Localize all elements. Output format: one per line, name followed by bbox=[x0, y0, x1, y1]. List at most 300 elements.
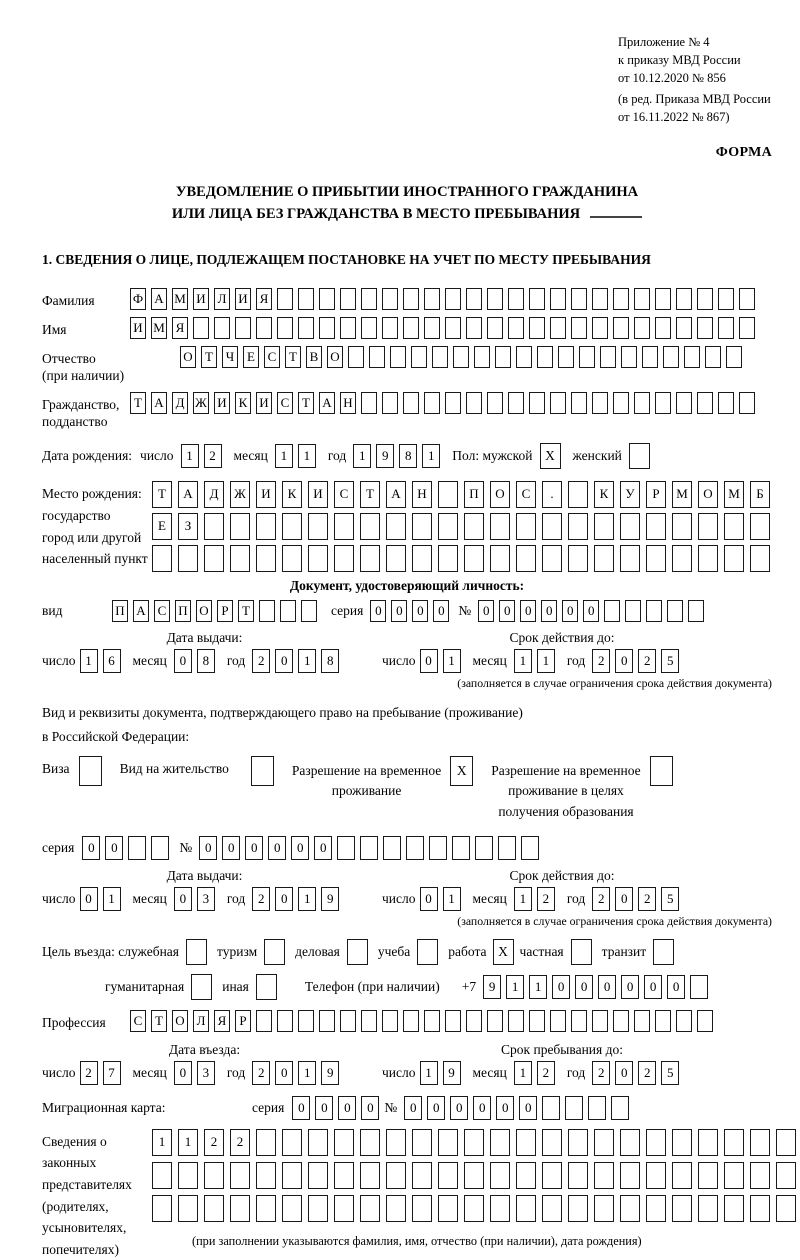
char-box[interactable] bbox=[672, 513, 692, 540]
char-box[interactable]: 2 bbox=[252, 887, 270, 911]
char-box[interactable]: Т bbox=[152, 481, 172, 508]
char-box[interactable]: М bbox=[672, 481, 692, 508]
char-box[interactable]: Л bbox=[193, 1010, 209, 1032]
char-box[interactable]: 2 bbox=[204, 1129, 224, 1156]
char-box[interactable]: С bbox=[277, 392, 293, 414]
char-box[interactable] bbox=[204, 1195, 224, 1222]
char-box[interactable]: 0 bbox=[292, 1096, 310, 1120]
char-box[interactable] bbox=[726, 346, 742, 368]
char-box[interactable]: 0 bbox=[314, 836, 332, 860]
char-box[interactable]: П bbox=[175, 600, 191, 622]
char-box[interactable]: 0 bbox=[575, 975, 593, 999]
checkbox-other[interactable] bbox=[256, 974, 277, 1000]
char-box[interactable] bbox=[646, 600, 662, 622]
char-box[interactable] bbox=[697, 1010, 713, 1032]
char-box[interactable]: 1 bbox=[103, 887, 121, 911]
char-box[interactable]: 2 bbox=[592, 649, 610, 673]
char-box[interactable]: Л bbox=[214, 288, 230, 310]
char-box[interactable] bbox=[705, 346, 721, 368]
char-box[interactable] bbox=[516, 346, 532, 368]
char-box[interactable] bbox=[516, 1195, 536, 1222]
char-box[interactable]: 0 bbox=[621, 975, 639, 999]
char-box[interactable] bbox=[698, 1195, 718, 1222]
char-box[interactable] bbox=[620, 1195, 640, 1222]
checkbox-temp-residence[interactable]: X bbox=[450, 756, 473, 786]
char-box[interactable]: Т bbox=[130, 392, 146, 414]
char-box[interactable] bbox=[360, 545, 380, 572]
char-box[interactable] bbox=[568, 1162, 588, 1189]
char-box[interactable]: Ф bbox=[130, 288, 146, 310]
char-box[interactable] bbox=[412, 1195, 432, 1222]
char-box[interactable] bbox=[280, 600, 296, 622]
char-box[interactable] bbox=[698, 545, 718, 572]
char-box[interactable] bbox=[256, 513, 276, 540]
char-box[interactable] bbox=[718, 392, 734, 414]
char-box[interactable]: К bbox=[235, 392, 251, 414]
char-box[interactable]: А bbox=[151, 392, 167, 414]
char-box[interactable] bbox=[594, 513, 614, 540]
char-box[interactable] bbox=[568, 1129, 588, 1156]
char-box[interactable] bbox=[568, 545, 588, 572]
char-box[interactable] bbox=[424, 288, 440, 310]
checkbox-male[interactable]: X bbox=[540, 443, 561, 469]
char-box[interactable]: 1 bbox=[298, 444, 316, 468]
char-box[interactable] bbox=[282, 1162, 302, 1189]
char-box[interactable]: . bbox=[542, 481, 562, 508]
char-box[interactable] bbox=[178, 1162, 198, 1189]
char-box[interactable] bbox=[592, 317, 608, 339]
char-box[interactable] bbox=[151, 836, 169, 860]
char-box[interactable] bbox=[178, 545, 198, 572]
char-box[interactable]: 1 bbox=[298, 1061, 316, 1085]
char-box[interactable]: 1 bbox=[80, 649, 98, 673]
char-box[interactable] bbox=[403, 317, 419, 339]
char-box[interactable] bbox=[688, 600, 704, 622]
char-box[interactable] bbox=[611, 1096, 629, 1120]
char-box[interactable] bbox=[319, 1010, 335, 1032]
char-box[interactable]: 8 bbox=[321, 649, 339, 673]
char-box[interactable] bbox=[620, 1162, 640, 1189]
char-box[interactable] bbox=[204, 1162, 224, 1189]
char-box[interactable] bbox=[667, 600, 683, 622]
char-box[interactable] bbox=[697, 288, 713, 310]
char-box[interactable]: 1 bbox=[514, 887, 532, 911]
char-box[interactable] bbox=[386, 1162, 406, 1189]
char-box[interactable] bbox=[453, 346, 469, 368]
char-box[interactable] bbox=[360, 1129, 380, 1156]
char-box[interactable]: 1 bbox=[529, 975, 547, 999]
char-box[interactable]: Я bbox=[256, 288, 272, 310]
char-box[interactable]: 0 bbox=[82, 836, 100, 860]
char-box[interactable] bbox=[529, 288, 545, 310]
char-box[interactable] bbox=[508, 1010, 524, 1032]
char-box[interactable] bbox=[642, 346, 658, 368]
char-box[interactable]: П bbox=[112, 600, 128, 622]
char-box[interactable]: 0 bbox=[644, 975, 662, 999]
char-box[interactable]: А bbox=[386, 481, 406, 508]
checkbox-female[interactable] bbox=[629, 443, 650, 469]
char-box[interactable] bbox=[464, 1129, 484, 1156]
char-box[interactable]: 1 bbox=[178, 1129, 198, 1156]
char-box[interactable]: 0 bbox=[562, 600, 578, 622]
char-box[interactable]: О bbox=[490, 481, 510, 508]
char-box[interactable] bbox=[646, 1129, 666, 1156]
char-box[interactable]: 9 bbox=[483, 975, 501, 999]
char-box[interactable] bbox=[634, 392, 650, 414]
char-box[interactable] bbox=[340, 317, 356, 339]
char-box[interactable] bbox=[464, 1195, 484, 1222]
char-box[interactable]: С bbox=[264, 346, 280, 368]
char-box[interactable] bbox=[412, 1129, 432, 1156]
char-box[interactable] bbox=[542, 513, 562, 540]
char-box[interactable]: 9 bbox=[321, 1061, 339, 1085]
char-box[interactable]: 0 bbox=[433, 600, 449, 622]
char-box[interactable] bbox=[340, 1010, 356, 1032]
char-box[interactable]: 0 bbox=[519, 1096, 537, 1120]
char-box[interactable] bbox=[550, 1010, 566, 1032]
char-box[interactable] bbox=[542, 1096, 560, 1120]
char-box[interactable] bbox=[684, 346, 700, 368]
char-box[interactable] bbox=[438, 1129, 458, 1156]
char-box[interactable]: О bbox=[196, 600, 212, 622]
char-box[interactable] bbox=[298, 317, 314, 339]
char-box[interactable] bbox=[672, 1195, 692, 1222]
char-box[interactable] bbox=[259, 600, 275, 622]
char-box[interactable] bbox=[542, 1195, 562, 1222]
char-box[interactable] bbox=[724, 513, 744, 540]
char-box[interactable] bbox=[256, 317, 272, 339]
char-box[interactable] bbox=[193, 317, 209, 339]
char-box[interactable]: Е bbox=[152, 513, 172, 540]
char-box[interactable] bbox=[429, 836, 447, 860]
char-box[interactable]: 2 bbox=[537, 1061, 555, 1085]
char-box[interactable] bbox=[319, 317, 335, 339]
char-box[interactable]: 1 bbox=[298, 887, 316, 911]
char-box[interactable] bbox=[256, 1162, 276, 1189]
char-box[interactable] bbox=[594, 1195, 614, 1222]
char-box[interactable] bbox=[495, 346, 511, 368]
char-box[interactable]: 2 bbox=[638, 887, 656, 911]
char-box[interactable] bbox=[698, 1162, 718, 1189]
char-box[interactable]: 0 bbox=[667, 975, 685, 999]
char-box[interactable]: 2 bbox=[204, 444, 222, 468]
char-box[interactable] bbox=[369, 346, 385, 368]
char-box[interactable]: 8 bbox=[197, 649, 215, 673]
char-box[interactable] bbox=[277, 317, 293, 339]
char-box[interactable] bbox=[466, 392, 482, 414]
char-box[interactable] bbox=[490, 1195, 510, 1222]
char-box[interactable] bbox=[672, 1162, 692, 1189]
char-box[interactable] bbox=[308, 1129, 328, 1156]
char-box[interactable]: М bbox=[724, 481, 744, 508]
char-box[interactable] bbox=[588, 1096, 606, 1120]
char-box[interactable] bbox=[672, 1129, 692, 1156]
char-box[interactable] bbox=[298, 1010, 314, 1032]
char-box[interactable] bbox=[403, 1010, 419, 1032]
char-box[interactable]: Т bbox=[285, 346, 301, 368]
char-box[interactable] bbox=[550, 288, 566, 310]
char-box[interactable] bbox=[298, 288, 314, 310]
char-box[interactable] bbox=[412, 1162, 432, 1189]
char-box[interactable] bbox=[776, 1162, 796, 1189]
char-box[interactable] bbox=[634, 1010, 650, 1032]
char-box[interactable] bbox=[776, 1195, 796, 1222]
char-box[interactable] bbox=[542, 1129, 562, 1156]
char-box[interactable] bbox=[655, 1010, 671, 1032]
char-box[interactable]: 9 bbox=[443, 1061, 461, 1085]
char-box[interactable] bbox=[230, 513, 250, 540]
char-box[interactable] bbox=[508, 288, 524, 310]
char-box[interactable]: 0 bbox=[420, 887, 438, 911]
char-box[interactable]: 1 bbox=[298, 649, 316, 673]
char-box[interactable]: 2 bbox=[592, 887, 610, 911]
char-box[interactable]: Ж bbox=[193, 392, 209, 414]
char-box[interactable]: 0 bbox=[222, 836, 240, 860]
char-box[interactable] bbox=[568, 1195, 588, 1222]
char-box[interactable]: 0 bbox=[552, 975, 570, 999]
char-box[interactable] bbox=[592, 288, 608, 310]
char-box[interactable] bbox=[697, 317, 713, 339]
char-box[interactable] bbox=[625, 600, 641, 622]
char-box[interactable] bbox=[672, 545, 692, 572]
char-box[interactable]: Б bbox=[750, 481, 770, 508]
char-box[interactable] bbox=[308, 1162, 328, 1189]
char-box[interactable] bbox=[383, 836, 401, 860]
char-box[interactable]: 1 bbox=[420, 1061, 438, 1085]
char-box[interactable] bbox=[340, 288, 356, 310]
char-box[interactable] bbox=[230, 545, 250, 572]
char-box[interactable] bbox=[466, 317, 482, 339]
char-box[interactable]: К bbox=[594, 481, 614, 508]
char-box[interactable] bbox=[334, 1195, 354, 1222]
char-box[interactable] bbox=[438, 481, 458, 508]
char-box[interactable] bbox=[464, 545, 484, 572]
char-box[interactable] bbox=[412, 545, 432, 572]
char-box[interactable]: 2 bbox=[638, 649, 656, 673]
char-box[interactable] bbox=[542, 1162, 562, 1189]
char-box[interactable]: М bbox=[172, 288, 188, 310]
char-box[interactable] bbox=[508, 317, 524, 339]
char-box[interactable] bbox=[152, 1195, 172, 1222]
char-box[interactable]: 6 bbox=[103, 649, 121, 673]
char-box[interactable]: О bbox=[172, 1010, 188, 1032]
char-box[interactable]: А bbox=[133, 600, 149, 622]
char-box[interactable] bbox=[529, 1010, 545, 1032]
char-box[interactable]: С bbox=[334, 481, 354, 508]
char-box[interactable] bbox=[386, 1129, 406, 1156]
char-box[interactable] bbox=[724, 1129, 744, 1156]
char-box[interactable]: Т bbox=[151, 1010, 167, 1032]
char-box[interactable]: 0 bbox=[268, 836, 286, 860]
char-box[interactable] bbox=[634, 317, 650, 339]
char-box[interactable] bbox=[739, 317, 755, 339]
char-box[interactable] bbox=[230, 1162, 250, 1189]
char-box[interactable]: 9 bbox=[376, 444, 394, 468]
char-box[interactable]: С bbox=[130, 1010, 146, 1032]
char-box[interactable] bbox=[571, 288, 587, 310]
char-box[interactable]: 0 bbox=[412, 600, 428, 622]
char-box[interactable] bbox=[204, 513, 224, 540]
char-box[interactable] bbox=[718, 288, 734, 310]
char-box[interactable]: 0 bbox=[275, 1061, 293, 1085]
char-box[interactable] bbox=[301, 600, 317, 622]
char-box[interactable]: 7 bbox=[103, 1061, 121, 1085]
char-box[interactable] bbox=[406, 836, 424, 860]
char-box[interactable] bbox=[282, 1129, 302, 1156]
char-box[interactable] bbox=[750, 1195, 770, 1222]
char-box[interactable] bbox=[621, 346, 637, 368]
char-box[interactable]: 0 bbox=[427, 1096, 445, 1120]
char-box[interactable]: 0 bbox=[275, 649, 293, 673]
char-box[interactable] bbox=[594, 545, 614, 572]
char-box[interactable] bbox=[646, 1162, 666, 1189]
char-box[interactable] bbox=[214, 317, 230, 339]
char-box[interactable]: 0 bbox=[615, 887, 633, 911]
checkbox-visa[interactable] bbox=[79, 756, 102, 786]
char-box[interactable] bbox=[620, 1129, 640, 1156]
checkbox-edu-residence[interactable] bbox=[650, 756, 673, 786]
char-box[interactable] bbox=[613, 1010, 629, 1032]
char-box[interactable]: 0 bbox=[598, 975, 616, 999]
char-box[interactable] bbox=[558, 346, 574, 368]
char-box[interactable]: 0 bbox=[478, 600, 494, 622]
char-box[interactable]: 1 bbox=[443, 649, 461, 673]
char-box[interactable]: Т bbox=[201, 346, 217, 368]
char-box[interactable] bbox=[676, 1010, 692, 1032]
char-box[interactable] bbox=[411, 346, 427, 368]
char-box[interactable] bbox=[750, 513, 770, 540]
char-box[interactable] bbox=[464, 513, 484, 540]
char-box[interactable]: Я bbox=[214, 1010, 230, 1032]
char-box[interactable] bbox=[634, 288, 650, 310]
char-box[interactable] bbox=[724, 1162, 744, 1189]
char-box[interactable] bbox=[256, 1195, 276, 1222]
char-box[interactable] bbox=[516, 545, 536, 572]
char-box[interactable]: Т bbox=[360, 481, 380, 508]
char-box[interactable] bbox=[424, 1010, 440, 1032]
char-box[interactable]: А bbox=[178, 481, 198, 508]
char-box[interactable] bbox=[718, 317, 734, 339]
char-box[interactable] bbox=[128, 836, 146, 860]
char-box[interactable] bbox=[308, 513, 328, 540]
char-box[interactable] bbox=[490, 513, 510, 540]
char-box[interactable]: 2 bbox=[537, 887, 555, 911]
char-box[interactable] bbox=[360, 1195, 380, 1222]
char-box[interactable]: 0 bbox=[499, 600, 515, 622]
char-box[interactable] bbox=[424, 392, 440, 414]
char-box[interactable]: М bbox=[151, 317, 167, 339]
char-box[interactable] bbox=[613, 392, 629, 414]
char-box[interactable]: 0 bbox=[199, 836, 217, 860]
char-box[interactable] bbox=[466, 1010, 482, 1032]
char-box[interactable]: 0 bbox=[174, 887, 192, 911]
char-box[interactable]: 0 bbox=[174, 649, 192, 673]
char-box[interactable]: И bbox=[256, 392, 272, 414]
char-box[interactable]: З bbox=[178, 513, 198, 540]
char-box[interactable] bbox=[475, 836, 493, 860]
char-box[interactable]: 0 bbox=[420, 649, 438, 673]
char-box[interactable] bbox=[360, 513, 380, 540]
char-box[interactable]: 0 bbox=[404, 1096, 422, 1120]
char-box[interactable] bbox=[277, 1010, 293, 1032]
char-box[interactable] bbox=[620, 545, 640, 572]
char-box[interactable] bbox=[604, 600, 620, 622]
char-box[interactable] bbox=[282, 513, 302, 540]
char-box[interactable] bbox=[516, 513, 536, 540]
char-box[interactable] bbox=[568, 513, 588, 540]
char-box[interactable] bbox=[256, 545, 276, 572]
char-box[interactable] bbox=[445, 317, 461, 339]
char-box[interactable] bbox=[361, 317, 377, 339]
char-box[interactable] bbox=[508, 392, 524, 414]
char-box[interactable] bbox=[568, 481, 588, 508]
char-box[interactable] bbox=[487, 1010, 503, 1032]
char-box[interactable] bbox=[487, 288, 503, 310]
checkbox-official[interactable] bbox=[186, 939, 207, 965]
char-box[interactable]: 5 bbox=[661, 1061, 679, 1085]
char-box[interactable] bbox=[613, 288, 629, 310]
char-box[interactable]: 1 bbox=[422, 444, 440, 468]
char-box[interactable]: Т bbox=[238, 600, 254, 622]
char-box[interactable]: И bbox=[214, 392, 230, 414]
char-box[interactable]: А bbox=[319, 392, 335, 414]
char-box[interactable] bbox=[334, 1162, 354, 1189]
char-box[interactable]: 0 bbox=[496, 1096, 514, 1120]
char-box[interactable]: 2 bbox=[230, 1129, 250, 1156]
char-box[interactable]: 9 bbox=[321, 887, 339, 911]
char-box[interactable]: С bbox=[154, 600, 170, 622]
char-box[interactable] bbox=[571, 392, 587, 414]
char-box[interactable] bbox=[646, 1195, 666, 1222]
char-box[interactable] bbox=[594, 1162, 614, 1189]
char-box[interactable]: Я bbox=[172, 317, 188, 339]
char-box[interactable] bbox=[438, 513, 458, 540]
char-box[interactable] bbox=[676, 392, 692, 414]
checkbox-private[interactable] bbox=[571, 939, 592, 965]
char-box[interactable] bbox=[739, 392, 755, 414]
char-box[interactable] bbox=[594, 1129, 614, 1156]
char-box[interactable] bbox=[235, 317, 251, 339]
char-box[interactable] bbox=[438, 1195, 458, 1222]
char-box[interactable]: П bbox=[464, 481, 484, 508]
char-box[interactable] bbox=[361, 1010, 377, 1032]
char-box[interactable] bbox=[386, 1195, 406, 1222]
char-box[interactable] bbox=[655, 288, 671, 310]
char-box[interactable] bbox=[537, 346, 553, 368]
char-box[interactable] bbox=[390, 346, 406, 368]
char-box[interactable] bbox=[620, 513, 640, 540]
char-box[interactable] bbox=[308, 1195, 328, 1222]
char-box[interactable] bbox=[466, 288, 482, 310]
char-box[interactable]: 3 bbox=[197, 887, 215, 911]
char-box[interactable]: 0 bbox=[80, 887, 98, 911]
char-box[interactable] bbox=[571, 317, 587, 339]
checkbox-study[interactable] bbox=[417, 939, 438, 965]
char-box[interactable] bbox=[282, 545, 302, 572]
char-box[interactable] bbox=[646, 513, 666, 540]
char-box[interactable] bbox=[403, 392, 419, 414]
char-box[interactable]: 0 bbox=[615, 1061, 633, 1085]
char-box[interactable] bbox=[334, 545, 354, 572]
char-box[interactable] bbox=[724, 545, 744, 572]
char-box[interactable] bbox=[432, 346, 448, 368]
checkbox-transit[interactable] bbox=[653, 939, 674, 965]
char-box[interactable]: 0 bbox=[583, 600, 599, 622]
char-box[interactable]: Д bbox=[172, 392, 188, 414]
char-box[interactable] bbox=[776, 1129, 796, 1156]
char-box[interactable]: 0 bbox=[315, 1096, 333, 1120]
char-box[interactable] bbox=[676, 288, 692, 310]
